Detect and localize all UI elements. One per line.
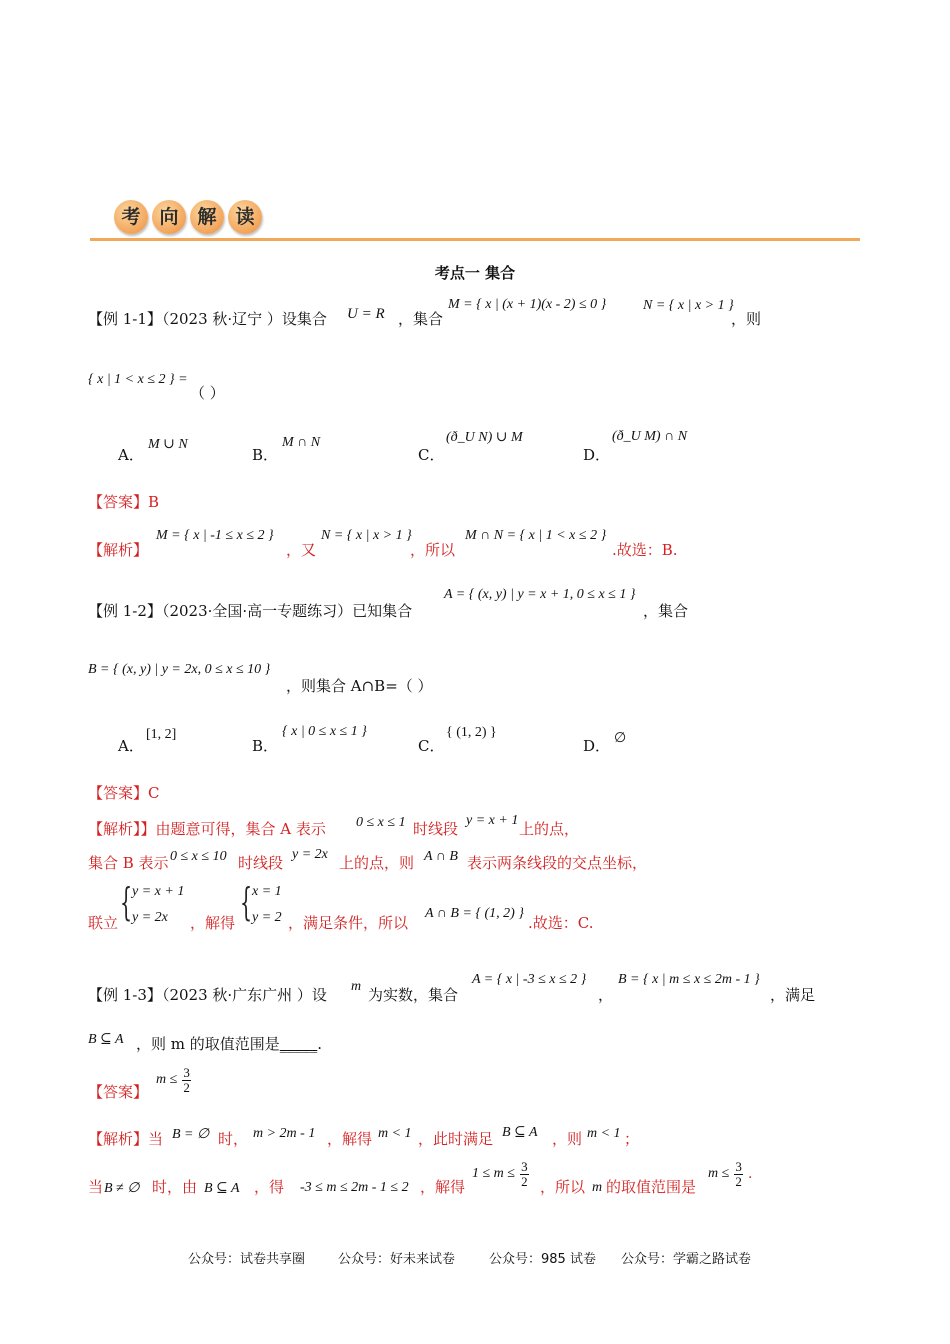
answer-expr xyxy=(156,1066,191,1094)
answer-tag: 【答案】 xyxy=(88,1083,149,1101)
option-c: C． xyxy=(418,737,445,755)
subset-expr: B ⊆ A xyxy=(88,1032,124,1047)
numerator: 3 xyxy=(183,1065,190,1080)
text: ； xyxy=(624,1130,640,1148)
answer-paren: （ ） xyxy=(190,384,225,402)
range-expr: 0 ≤ x ≤ 10 xyxy=(170,849,227,864)
example-tag: 【例 1-1】 xyxy=(88,310,162,328)
set-B: B = { x | m ≤ x ≤ 2m - 1 } xyxy=(618,972,760,987)
subset-expr: B ⊆ A xyxy=(204,1181,240,1196)
banner-rule xyxy=(90,238,860,241)
option-b: B． xyxy=(252,737,279,755)
ineq-expr: m > 2m - 1 xyxy=(253,1126,316,1141)
example-source: （2023 秋·广东广州 ）设 xyxy=(161,986,327,1004)
text: 为实数，集合 xyxy=(368,986,459,1004)
line-eq: y = x + 1 xyxy=(466,813,519,828)
set-N: N = { x | x > 1 } xyxy=(643,298,734,313)
banner-char: 解 xyxy=(190,200,224,234)
intersection-result: A ∩ B = { (1, 2) } xyxy=(425,906,524,921)
analysis-line-1 xyxy=(88,818,326,839)
text: ，满足条件，所以 xyxy=(288,914,409,932)
numerator: 3 xyxy=(521,1159,528,1174)
text: 的取值范围是 xyxy=(606,1178,697,1196)
denominator: 2 xyxy=(521,1173,528,1189)
banner-char: 向 xyxy=(152,200,186,234)
analysis-set-n: N = { x | x > 1 } xyxy=(321,528,412,543)
option-d-expr: (ð_U M) ∩ N xyxy=(612,429,688,444)
option-d-expr: ∅ xyxy=(614,731,627,746)
text: ，则集合 A∩B=（ ） xyxy=(286,677,433,695)
text: ，又 xyxy=(286,541,317,559)
text: 1 ≤ m ≤ xyxy=(472,1166,515,1182)
text: .故选：B. xyxy=(612,541,678,559)
set-B: B = { (x, y) | y = 2x, 0 ≤ x ≤ 10 } xyxy=(88,662,271,677)
text: 由题意可得，集合 A 表示 xyxy=(155,820,326,838)
text: ，满足 xyxy=(770,986,816,1004)
range-expr: 0 ≤ x ≤ 1 xyxy=(356,815,406,830)
option-d: D． xyxy=(583,737,611,755)
option-label: A． xyxy=(118,446,144,464)
banner-char: 读 xyxy=(228,200,262,234)
system-eq: y = x + 1 xyxy=(132,884,185,899)
option-b xyxy=(252,444,278,465)
variable-m: m xyxy=(351,979,362,994)
analysis-line-3: 联立 xyxy=(88,914,119,932)
answer-tag: 【答案】 xyxy=(88,784,149,802)
text: ，得 xyxy=(254,1178,285,1196)
text: ，所以 xyxy=(410,541,456,559)
text: ， xyxy=(598,986,614,1004)
answer-value: C xyxy=(148,784,160,802)
example-tag: 【例 1-2】 xyxy=(88,602,162,620)
answer-line xyxy=(88,782,160,803)
cond-expr: B ≠ ∅ xyxy=(104,1181,140,1196)
text: .故选：C. xyxy=(528,914,594,932)
footer-item: 公众号：学霸之路试卷 xyxy=(621,1252,752,1267)
example-tag: 【例 1-3】 xyxy=(88,986,162,1004)
variable-m: m xyxy=(592,1180,603,1195)
answer-line xyxy=(88,491,159,512)
text: 上的点， xyxy=(519,820,580,838)
analysis-line-1 xyxy=(88,1128,163,1149)
text: m ≤ xyxy=(156,1072,178,1088)
text: ，则 m 的取值范围是 xyxy=(136,1035,280,1053)
text: 表示两条线段的交点坐标， xyxy=(467,854,648,872)
line-eq: y = 2x xyxy=(292,847,328,862)
option-label: B． xyxy=(252,446,279,464)
subset-expr: B ⊆ A xyxy=(502,1125,538,1140)
set-A: A = { x | -3 ≤ x ≤ 2 } xyxy=(472,972,587,987)
ineq-expr: -3 ≤ m ≤ 2m - 1 ≤ 2 xyxy=(300,1180,409,1195)
footer-item: 公众号：985 试卷 xyxy=(489,1252,596,1267)
option-c-expr: { (1, 2) } xyxy=(446,725,497,740)
fraction xyxy=(734,1160,743,1188)
example-1-1-stem xyxy=(88,308,327,329)
banner-char: 考 xyxy=(114,200,148,234)
text: ，解得 xyxy=(190,914,236,932)
analysis-set-m: M = { x | -1 ≤ x ≤ 2 } xyxy=(156,528,274,543)
system-eq: y = 2x xyxy=(132,910,168,925)
option-c xyxy=(418,444,444,465)
analysis-line-2: 集合 B 表示 xyxy=(88,854,169,872)
text: ，集合 xyxy=(398,310,444,328)
example-1-2-stem xyxy=(88,600,412,621)
result-expr xyxy=(472,1160,529,1188)
text: 当 xyxy=(148,1130,164,1148)
system-eq: x = 1 xyxy=(252,884,282,899)
denominator: 2 xyxy=(183,1079,190,1095)
brace-icon: { xyxy=(240,880,253,924)
text: ，则 xyxy=(552,1130,583,1148)
option-b-expr: M ∩ N xyxy=(282,435,321,450)
set-U: U = R xyxy=(347,306,385,322)
example-1-3-stem xyxy=(88,984,327,1005)
text: m ≤ xyxy=(708,1166,730,1182)
footer-item: 公众号：试卷共享圈 xyxy=(188,1252,306,1267)
example-source: （2023·全国·高一专题练习）已知集合 xyxy=(161,602,413,620)
analysis-tag: 【解析】】 xyxy=(88,820,156,838)
analysis-tag: 【解析】 xyxy=(88,1130,149,1148)
text: 时线段 xyxy=(413,820,459,838)
answer-value: B xyxy=(148,493,160,511)
set-A: A = { (x, y) | y = x + 1, 0 ≤ x ≤ 1 } xyxy=(444,587,636,602)
text: ，所以 xyxy=(540,1178,586,1196)
option-label: D． xyxy=(583,446,611,464)
final-expr xyxy=(708,1160,752,1188)
intersection-expr: A ∩ B xyxy=(424,849,458,864)
text: 时线段 xyxy=(238,854,284,872)
option-c-expr: (ð_U N) ∪ M xyxy=(446,430,523,445)
answer-tag: 【答案】 xyxy=(88,493,149,511)
cond-expr: B = ∅ xyxy=(172,1127,210,1142)
query-set: { x | 1 < x ≤ 2 } = xyxy=(88,372,188,387)
analysis-tag: 【解析】 xyxy=(88,541,149,559)
option-a-expr: M ∪ N xyxy=(148,437,188,452)
section-title: 考点一 集合 xyxy=(434,264,516,282)
numerator: 3 xyxy=(735,1159,742,1174)
denominator: 2 xyxy=(735,1173,742,1189)
option-a: A． xyxy=(118,737,144,755)
text: ，解得 xyxy=(420,1178,466,1196)
text: ，解得 xyxy=(327,1130,373,1148)
result-expr: m < 1 xyxy=(587,1126,621,1141)
system-eq: y = 2 xyxy=(252,910,282,925)
text: 时，由 xyxy=(152,1178,198,1196)
result-expr: m < 1 xyxy=(378,1126,412,1141)
option-a xyxy=(118,444,144,465)
example-source: （2023 秋·辽宁 ）设集合 xyxy=(161,310,327,328)
text: . xyxy=(317,1035,323,1053)
option-label: C． xyxy=(418,446,445,464)
text: ，此时满足 xyxy=(418,1130,494,1148)
analysis-result: M ∩ N = { x | 1 < x ≤ 2 } xyxy=(465,528,607,543)
text: 上的点，则 xyxy=(339,854,415,872)
fraction xyxy=(520,1160,529,1188)
set-M: M = { x | (x + 1)(x - 2) ≤ 0 } xyxy=(448,297,607,312)
answer-blank-line: _____ xyxy=(279,1035,318,1053)
text: 时， xyxy=(218,1130,249,1148)
option-d xyxy=(583,444,610,465)
fraction xyxy=(182,1066,191,1094)
brace-icon: { xyxy=(120,880,133,924)
text: ，则 xyxy=(731,310,762,328)
option-b-expr: { x | 0 ≤ x ≤ 1 } xyxy=(282,724,367,739)
text: ，集合 xyxy=(643,602,689,620)
option-a-expr: [1, 2] xyxy=(146,727,177,742)
text: . xyxy=(747,1166,753,1183)
text xyxy=(136,1033,322,1054)
analysis-line-2: 当 xyxy=(88,1178,104,1196)
footer-item: 公众号：好未来试卷 xyxy=(338,1252,456,1267)
